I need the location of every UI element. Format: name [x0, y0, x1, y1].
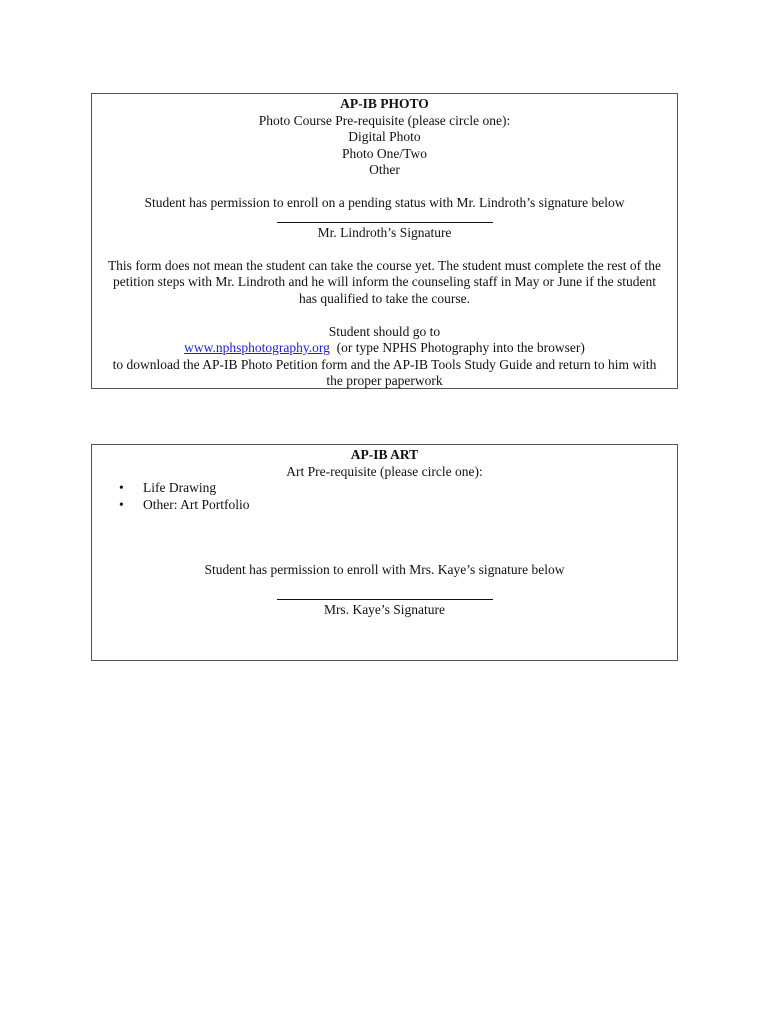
- art-permission-text: Student has permission to enroll with Mrs. Kaye’s signature below: [204, 562, 565, 577]
- spacer: [92, 241, 677, 258]
- lindroth-signature-label: Mr. Lindroth’s Signature: [317, 224, 452, 240]
- spacer: [92, 307, 677, 324]
- art-option-portfolio[interactable]: [92, 497, 677, 514]
- photo-goto-text: Student should go to: [328, 323, 441, 339]
- photo-note-line-2: petition steps with Mr. Lindroth and he will inform the counseling staff in May or June if the student: [112, 274, 657, 289]
- art-prereq-text: Art Pre-requisite (please circle one):: [286, 463, 483, 479]
- bullet-icon: •: [119, 496, 124, 512]
- art-title: AP-IB ART: [350, 447, 419, 462]
- photo-option-other[interactable]: Other: [369, 162, 400, 177]
- photo-download-line-1: to download the AP-IB Photo Petition form and the AP-IB Tools Study Guide and return to him with: [112, 356, 657, 372]
- lindroth-signature-line[interactable]: [277, 222, 493, 223]
- photo-prereq-text: Photo Course Pre-requisite (please circle one):: [258, 112, 511, 128]
- art-form-box: [91, 444, 678, 661]
- photo-link-suffix: (or type NPHS Photography into the browser): [329, 340, 585, 355]
- photo-option-one-two[interactable]: Photo One/Two: [342, 145, 427, 161]
- spacer: [92, 179, 677, 196]
- photo-note-line-1: This form does not mean the student can take the course yet. The student must complete the rest of the: [107, 257, 662, 273]
- photo-permission-text: Student has permission to enroll on a pending status with Mr. Lindroth’s signature below: [144, 195, 625, 210]
- photo-option-digital[interactable]: Digital Photo: [348, 129, 421, 144]
- art-option-label: Other: Art Portfolio: [143, 496, 250, 512]
- photo-link-line: [92, 340, 677, 357]
- photo-title: AP-IB PHOTO: [340, 96, 429, 111]
- kaye-signature-label: Mrs. Kaye’s Signature: [323, 601, 446, 617]
- art-option-label: Life Drawing: [143, 480, 217, 495]
- art-option-life-drawing[interactable]: [92, 480, 677, 497]
- photo-form-box: [91, 93, 678, 389]
- spacer: [92, 513, 677, 562]
- photo-download-line-2: the proper paperwork: [326, 373, 443, 388]
- bullet-icon: •: [119, 480, 124, 495]
- nphs-photography-link[interactable]: www.nphsphotography.org: [184, 340, 330, 355]
- photo-note-line-3: has qualified to take the course.: [299, 290, 470, 306]
- kaye-signature-line[interactable]: [277, 599, 493, 600]
- art-options-list: [92, 480, 677, 513]
